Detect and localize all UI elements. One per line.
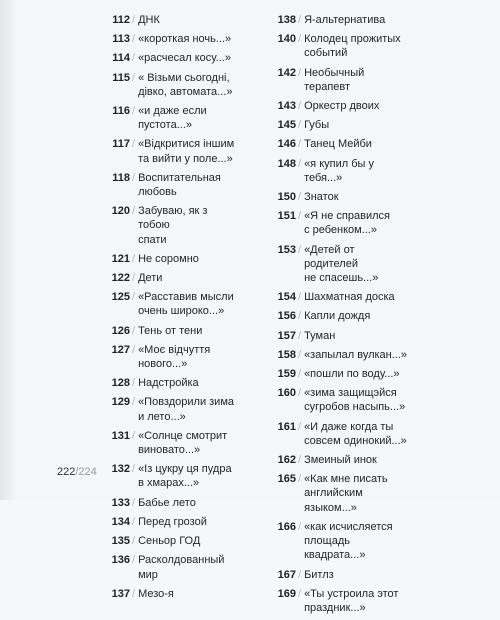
toc-entry <box>92 534 242 548</box>
toc-title: Тень от тени <box>138 324 203 337</box>
toc-title: «И даже когда ты совсем одинокий...» <box>304 420 407 447</box>
toc-entry <box>258 386 408 414</box>
toc-title: Воспитательная любовь <box>138 171 221 199</box>
toc-separator: / <box>132 515 136 528</box>
toc-page-number: 127 <box>111 343 130 356</box>
toc-page-number: 169 <box>277 587 296 600</box>
toc-page-number: 142 <box>277 66 296 79</box>
toc-separator: / <box>132 171 136 184</box>
toc-title: Я-альтернатива <box>304 14 386 26</box>
toc-entry <box>92 252 242 266</box>
toc-title: Сеньор ГОД <box>138 535 201 548</box>
toc-entry <box>258 118 408 132</box>
toc-entry <box>258 243 408 286</box>
toc-entry <box>258 32 408 60</box>
toc-page-number: 112 <box>112 14 130 26</box>
toc-title: Не соромно <box>138 252 199 265</box>
toc-page-number: 161 <box>277 420 296 433</box>
toc-entry <box>258 137 408 151</box>
toc-entry <box>258 587 408 615</box>
toc-separator: / <box>298 329 302 342</box>
toc-separator: / <box>132 291 136 304</box>
toc-title: Змеиный инок <box>304 454 377 467</box>
toc-title: ДНК <box>138 14 160 26</box>
toc-page-number: 157 <box>277 329 296 342</box>
toc-title: «как исчисляется площадь квадрата...» <box>304 520 393 562</box>
toc-title: Капли дождя <box>304 310 371 323</box>
toc-page-number: 143 <box>277 100 296 113</box>
toc-entry <box>92 271 242 285</box>
toc-separator: / <box>298 138 302 151</box>
toc-page-number: 166 <box>277 520 296 533</box>
toc-separator: / <box>132 272 136 285</box>
toc-entry <box>258 520 408 563</box>
toc-separator: / <box>132 138 136 151</box>
toc-separator: / <box>132 71 136 84</box>
toc-separator: / <box>298 473 302 486</box>
toc-separator: / <box>132 105 136 118</box>
toc-title: «Солнце смотрит виновато...» <box>138 429 228 457</box>
toc-title: «Моє відчуття нового...» <box>138 343 211 371</box>
toc-page-number: 131 <box>111 429 130 442</box>
toc-title: Губы <box>304 119 330 132</box>
toc-title: Забуваю, як з тобою спати <box>138 205 208 246</box>
toc-title: «я купил бы у тебя...» <box>304 157 374 184</box>
toc-page-number: 158 <box>277 348 296 361</box>
toc-entry <box>258 209 408 237</box>
toc-separator: / <box>132 554 136 567</box>
toc-entry <box>258 329 408 343</box>
toc-page-number: 162 <box>277 454 296 467</box>
current-page-number: 222 <box>57 466 76 478</box>
toc-title: «расчесал косу...» <box>138 52 231 65</box>
toc-title: «пошли по воду...» <box>304 368 400 381</box>
toc-separator: / <box>298 520 302 533</box>
toc-separator: / <box>298 14 302 26</box>
toc-separator: / <box>298 243 302 256</box>
toc-page-number: 165 <box>277 473 296 486</box>
toc-page-number: 150 <box>277 191 296 204</box>
toc-entry <box>258 190 408 204</box>
toc-title: «запылал вулкан...» <box>304 348 408 361</box>
toc-page-number: 122 <box>111 272 130 285</box>
toc-title: «зима защищэйся сугробов насыпь...» <box>304 387 406 414</box>
toc-separator: / <box>132 535 136 548</box>
toc-page-number: 136 <box>111 554 130 567</box>
toc-entry <box>258 472 408 515</box>
toc-separator: / <box>298 420 302 433</box>
toc-separator: / <box>132 343 136 356</box>
toc-page-number: 128 <box>111 377 130 390</box>
toc-page-number: 113 <box>112 33 130 46</box>
toc-title: Туман <box>304 329 336 342</box>
toc-entry <box>92 171 242 199</box>
toc-entry <box>92 32 242 46</box>
page-number <box>57 466 97 478</box>
toc-page-number: 115 <box>112 71 130 84</box>
toc-separator: / <box>298 33 302 46</box>
toc-page-number: 114 <box>112 52 130 65</box>
toc-separator: / <box>132 396 136 409</box>
toc-page-number: 160 <box>277 387 296 400</box>
toc-title: «короткая ночь...» <box>138 33 232 46</box>
toc-title: «Із цукру ця пудра в хмарах...» <box>138 463 232 490</box>
toc-title: «и даже если пустота...» <box>138 105 207 132</box>
toc-entry <box>92 587 242 601</box>
toc-title: Мезо-я <box>138 587 174 600</box>
toc-separator: / <box>132 14 136 26</box>
toc-page-number: 156 <box>277 310 296 323</box>
toc-entry <box>92 137 242 165</box>
toc-page-number: 126 <box>111 324 130 337</box>
toc-title: Танец Мейби <box>304 138 372 151</box>
toc-separator: / <box>298 119 302 132</box>
toc-entry <box>92 324 242 338</box>
toc-title: Колодец прожитых событий <box>304 33 401 60</box>
toc-page-number: 146 <box>277 138 296 151</box>
toc-entry <box>92 429 242 457</box>
toc-page-number: 135 <box>111 535 130 548</box>
toc-separator: / <box>298 348 302 361</box>
toc-entry <box>258 420 408 448</box>
toc-entry <box>258 157 408 185</box>
toc-page-number: 140 <box>277 33 296 46</box>
toc-entry <box>258 348 408 362</box>
toc-page-number: 133 <box>111 496 130 509</box>
toc-page-number: 151 <box>277 210 296 223</box>
toc-separator: / <box>132 324 136 337</box>
toc-entry <box>92 462 242 490</box>
toc-separator: / <box>132 429 136 442</box>
toc-separator: / <box>298 191 302 204</box>
toc-title: Дети <box>138 272 163 285</box>
toc-separator: / <box>132 587 136 600</box>
toc-separator: / <box>132 33 136 46</box>
toc-entry <box>92 51 242 65</box>
toc-separator: / <box>298 454 302 467</box>
toc-right-column <box>258 13 408 620</box>
toc-separator: / <box>298 291 302 304</box>
toc-entry <box>92 204 242 247</box>
toc-entry <box>258 66 408 94</box>
toc-separator: / <box>298 100 302 113</box>
toc-title: Необычный терапевт <box>304 66 365 93</box>
toc-entry <box>92 515 242 529</box>
toc-page-number: 129 <box>111 396 130 409</box>
toc-separator: / <box>132 496 136 509</box>
toc-page-number: 134 <box>111 515 130 528</box>
toc-title: Надстройка <box>138 377 199 390</box>
toc-title: «Ты устроила этот праздник...» <box>304 587 399 614</box>
toc-page-number: 154 <box>277 291 296 304</box>
toc-page-number: 117 <box>112 138 130 151</box>
toc-left-column <box>92 13 242 606</box>
toc-page-number: 118 <box>112 171 130 184</box>
toc-title: «Я не справился с ребенком...» <box>304 210 390 237</box>
toc-entry <box>258 99 408 113</box>
toc-separator: / <box>298 210 302 223</box>
toc-title: « Візьми сьогодні, дівко, автомата...» <box>138 71 233 98</box>
toc-title: «Повздорили зима и лето...» <box>138 396 235 423</box>
toc-title: Оркестр двоих <box>304 100 380 113</box>
toc-page-number: 153 <box>277 243 296 256</box>
toc-entry <box>92 13 242 27</box>
toc-page-number: 159 <box>277 368 296 381</box>
toc-page-number: 145 <box>277 119 296 132</box>
toc-separator: / <box>298 568 302 581</box>
toc-page-number: 167 <box>277 568 296 581</box>
toc-title: Знаток <box>304 191 339 204</box>
toc-separator: / <box>132 52 136 65</box>
toc-page-number: 125 <box>111 291 130 304</box>
toc-entry <box>92 290 242 318</box>
toc-page-number: 132 <box>111 463 130 476</box>
toc-page-number: 121 <box>111 252 130 265</box>
toc-separator: / <box>298 157 302 170</box>
toc-page-number: 137 <box>111 587 130 600</box>
toc-entry <box>258 568 408 582</box>
toc-entry <box>258 290 408 304</box>
toc-entry <box>92 496 242 510</box>
toc-entry <box>258 309 408 323</box>
toc-title: Бабье лето <box>138 496 196 509</box>
toc-entry <box>258 367 408 381</box>
toc-separator: / <box>298 368 302 381</box>
toc-separator: / <box>298 66 302 79</box>
toc-separator: / <box>132 377 136 390</box>
toc-title: Перед грозой <box>138 515 207 528</box>
toc-title: Шахматная доска <box>304 291 395 304</box>
toc-title: «Детей от родителей не спасешь...» <box>304 243 379 285</box>
toc-separator: / <box>298 587 302 600</box>
toc-page-number: 138 <box>277 14 296 26</box>
toc-title: Расколдованный мир <box>138 554 225 581</box>
toc-title: «Расставив мысли очень широко...» <box>138 291 234 318</box>
toc-entry <box>92 71 242 99</box>
toc-separator: / <box>132 463 136 476</box>
toc-separator: / <box>298 387 302 400</box>
toc-entry <box>92 376 242 390</box>
toc-entry <box>92 395 242 423</box>
toc-entry <box>92 343 242 371</box>
total-pages: 224 <box>78 466 97 478</box>
toc-separator: / <box>132 252 136 265</box>
toc-entry <box>258 13 408 27</box>
toc-title: «Как мне писать английским языком...» <box>304 473 388 514</box>
toc-page-number: 120 <box>111 205 130 218</box>
toc-entry <box>92 104 242 132</box>
toc-title: Битлз <box>304 568 334 581</box>
toc-page-number: 116 <box>112 105 130 118</box>
toc-title: «Відкритися іншим та вийти у поле...» <box>138 138 235 165</box>
toc-entry <box>92 553 242 581</box>
page-number-separator: / <box>75 466 79 478</box>
toc-separator: / <box>298 310 302 323</box>
toc-separator: / <box>132 205 136 218</box>
toc-page-number: 148 <box>277 157 296 170</box>
toc-entry <box>258 453 408 467</box>
